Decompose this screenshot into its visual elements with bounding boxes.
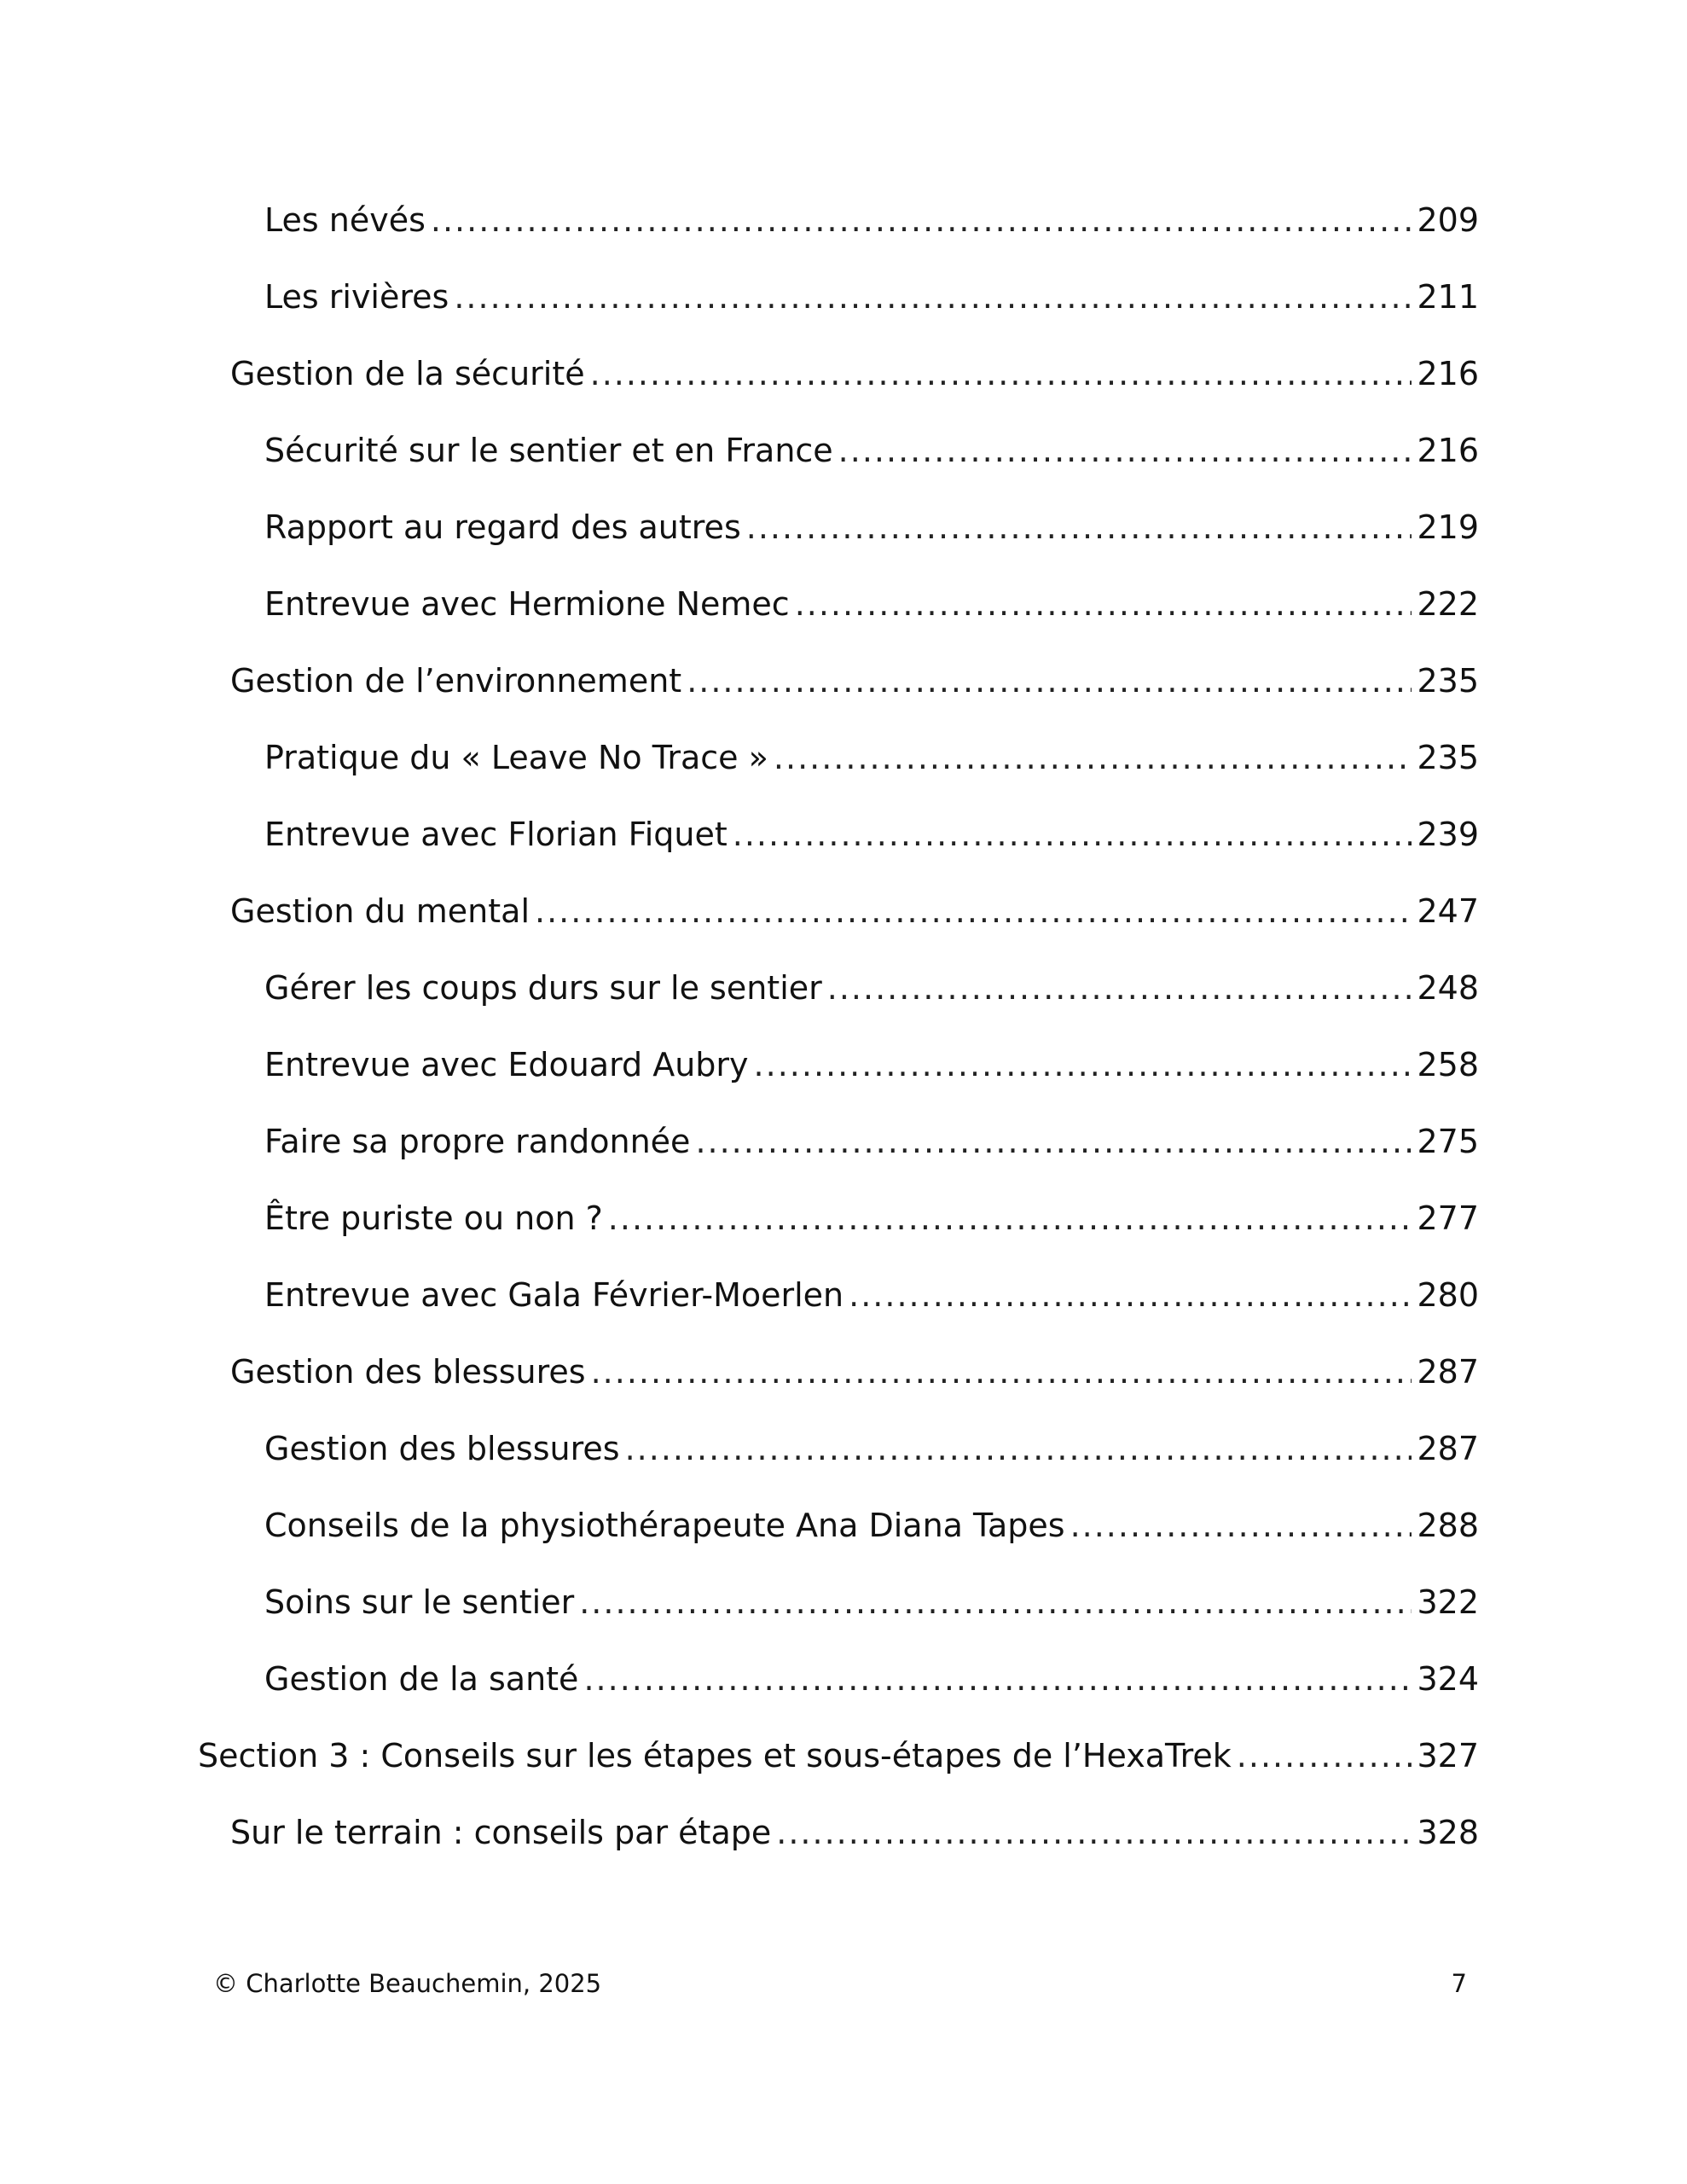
toc-entry-title: Les névés [264,201,426,239]
dot-leader [535,881,1412,941]
toc-entry[interactable] [198,1265,1479,1342]
dot-leader [608,1188,1412,1248]
toc-entry[interactable] [198,1726,1479,1803]
toc-entry-page: 275 [1417,1123,1479,1160]
dot-leader [1237,1726,1412,1786]
toc-entry-page: 235 [1417,739,1479,776]
dot-leader [695,1112,1412,1171]
toc-entry[interactable] [198,1188,1479,1265]
toc-entry[interactable] [198,1419,1479,1496]
toc-entry-title: Faire sa propre randonnée [264,1123,691,1160]
toc-entry-page: 322 [1417,1583,1479,1621]
dot-leader [687,651,1412,711]
toc-entry-title: Gestion des blessures [264,1430,620,1467]
toc-entry-title: Soins sur le sentier [264,1583,575,1621]
toc-entry-page: 222 [1417,585,1479,623]
toc-entry-title: Section 3 : Conseils sur les étapes et sous-étapes de l’HexaTrek [198,1737,1232,1774]
toc-entry[interactable] [198,421,1479,497]
table-of-contents [198,190,1479,1879]
toc-entry-title: Gestion du mental [230,892,530,930]
toc-entry-page: 247 [1417,892,1479,930]
toc-entry[interactable] [198,881,1479,958]
copyright-notice: © Charlotte Beauchemin, 2025 [213,1969,602,1998]
toc-entry-title: Gestion de la santé [264,1660,579,1698]
dot-leader [754,1035,1412,1095]
toc-entry-page: 219 [1417,508,1479,546]
dot-leader [795,574,1412,634]
dot-leader [431,190,1412,250]
toc-entry-page: 324 [1417,1660,1479,1698]
toc-entry-title: Gestion de la sécurité [230,355,585,392]
toc-entry[interactable] [198,190,1479,267]
dot-leader [583,1649,1412,1709]
dot-leader [590,344,1412,404]
toc-entry-title: Entrevue avec Edouard Aubry [264,1046,749,1083]
toc-entry-title: Entrevue avec Florian Fiquet [264,816,728,853]
toc-entry[interactable] [198,1572,1479,1649]
dot-leader [827,958,1412,1018]
toc-entry-page: 288 [1417,1507,1479,1544]
dot-leader [849,1265,1412,1325]
toc-entry-title: Entrevue avec Gala Février-Moerlen [264,1276,844,1314]
toc-entry-page: 258 [1417,1046,1479,1083]
toc-entry[interactable] [198,804,1479,881]
toc-entry-page: 328 [1417,1814,1479,1851]
toc-entry-title: Être puriste ou non ? [264,1199,603,1237]
toc-entry[interactable] [198,1803,1479,1879]
dot-leader [776,1803,1412,1862]
toc-entry-title: Sur le terrain : conseils par étape [230,1814,772,1851]
toc-entry-title: Pratique du « Leave No Trace » [264,739,768,776]
toc-entry[interactable] [198,267,1479,344]
toc-entry-page: 287 [1417,1430,1479,1467]
toc-entry-title: Sécurité sur le sentier et en France [264,432,833,469]
dot-leader [454,267,1412,327]
toc-entry-title: Conseils de la physiothérapeute Ana Diana Tapes [264,1507,1065,1544]
toc-entry-page: 277 [1417,1199,1479,1237]
toc-entry-title: Gestion de l’environnement [230,662,682,700]
toc-entry[interactable] [198,1112,1479,1188]
toc-entry-title: Gérer les coups durs sur le sentier [264,969,822,1007]
toc-entry-page: 235 [1417,662,1479,700]
toc-entry-page: 216 [1417,432,1479,469]
toc-entry[interactable] [198,1342,1479,1419]
toc-entry-page: 239 [1417,816,1479,853]
toc-entry-title: Entrevue avec Hermione Nemec [264,585,790,623]
dot-leader [591,1342,1412,1402]
toc-entry[interactable] [198,497,1479,574]
page-footer [213,1969,1467,1998]
toc-entry-page: 280 [1417,1276,1479,1314]
toc-entry-page: 327 [1417,1737,1479,1774]
toc-entry[interactable] [198,1035,1479,1112]
dot-leader [774,728,1412,787]
dot-leader [579,1572,1412,1632]
toc-entry[interactable] [198,958,1479,1035]
dot-leader [746,497,1412,557]
toc-entry-title: Les rivières [264,278,449,316]
toc-entry[interactable] [198,1649,1479,1726]
toc-entry[interactable] [198,574,1479,651]
toc-entry[interactable] [198,1496,1479,1572]
toc-entry[interactable] [198,651,1479,728]
toc-entry[interactable] [198,344,1479,421]
dot-leader [625,1419,1412,1478]
toc-entry-page: 209 [1417,201,1479,239]
page-number: 7 [1451,1969,1467,1998]
toc-entry-page: 287 [1417,1353,1479,1391]
toc-entry-page: 216 [1417,355,1479,392]
toc-entry-page: 211 [1417,278,1479,316]
toc-entry[interactable] [198,728,1479,804]
dot-leader [1070,1496,1412,1555]
toc-entry-page: 248 [1417,969,1479,1007]
toc-entry-title: Gestion des blessures [230,1353,586,1391]
dot-leader [733,804,1412,864]
toc-entry-title: Rapport au regard des autres [264,508,741,546]
dot-leader [838,421,1412,480]
